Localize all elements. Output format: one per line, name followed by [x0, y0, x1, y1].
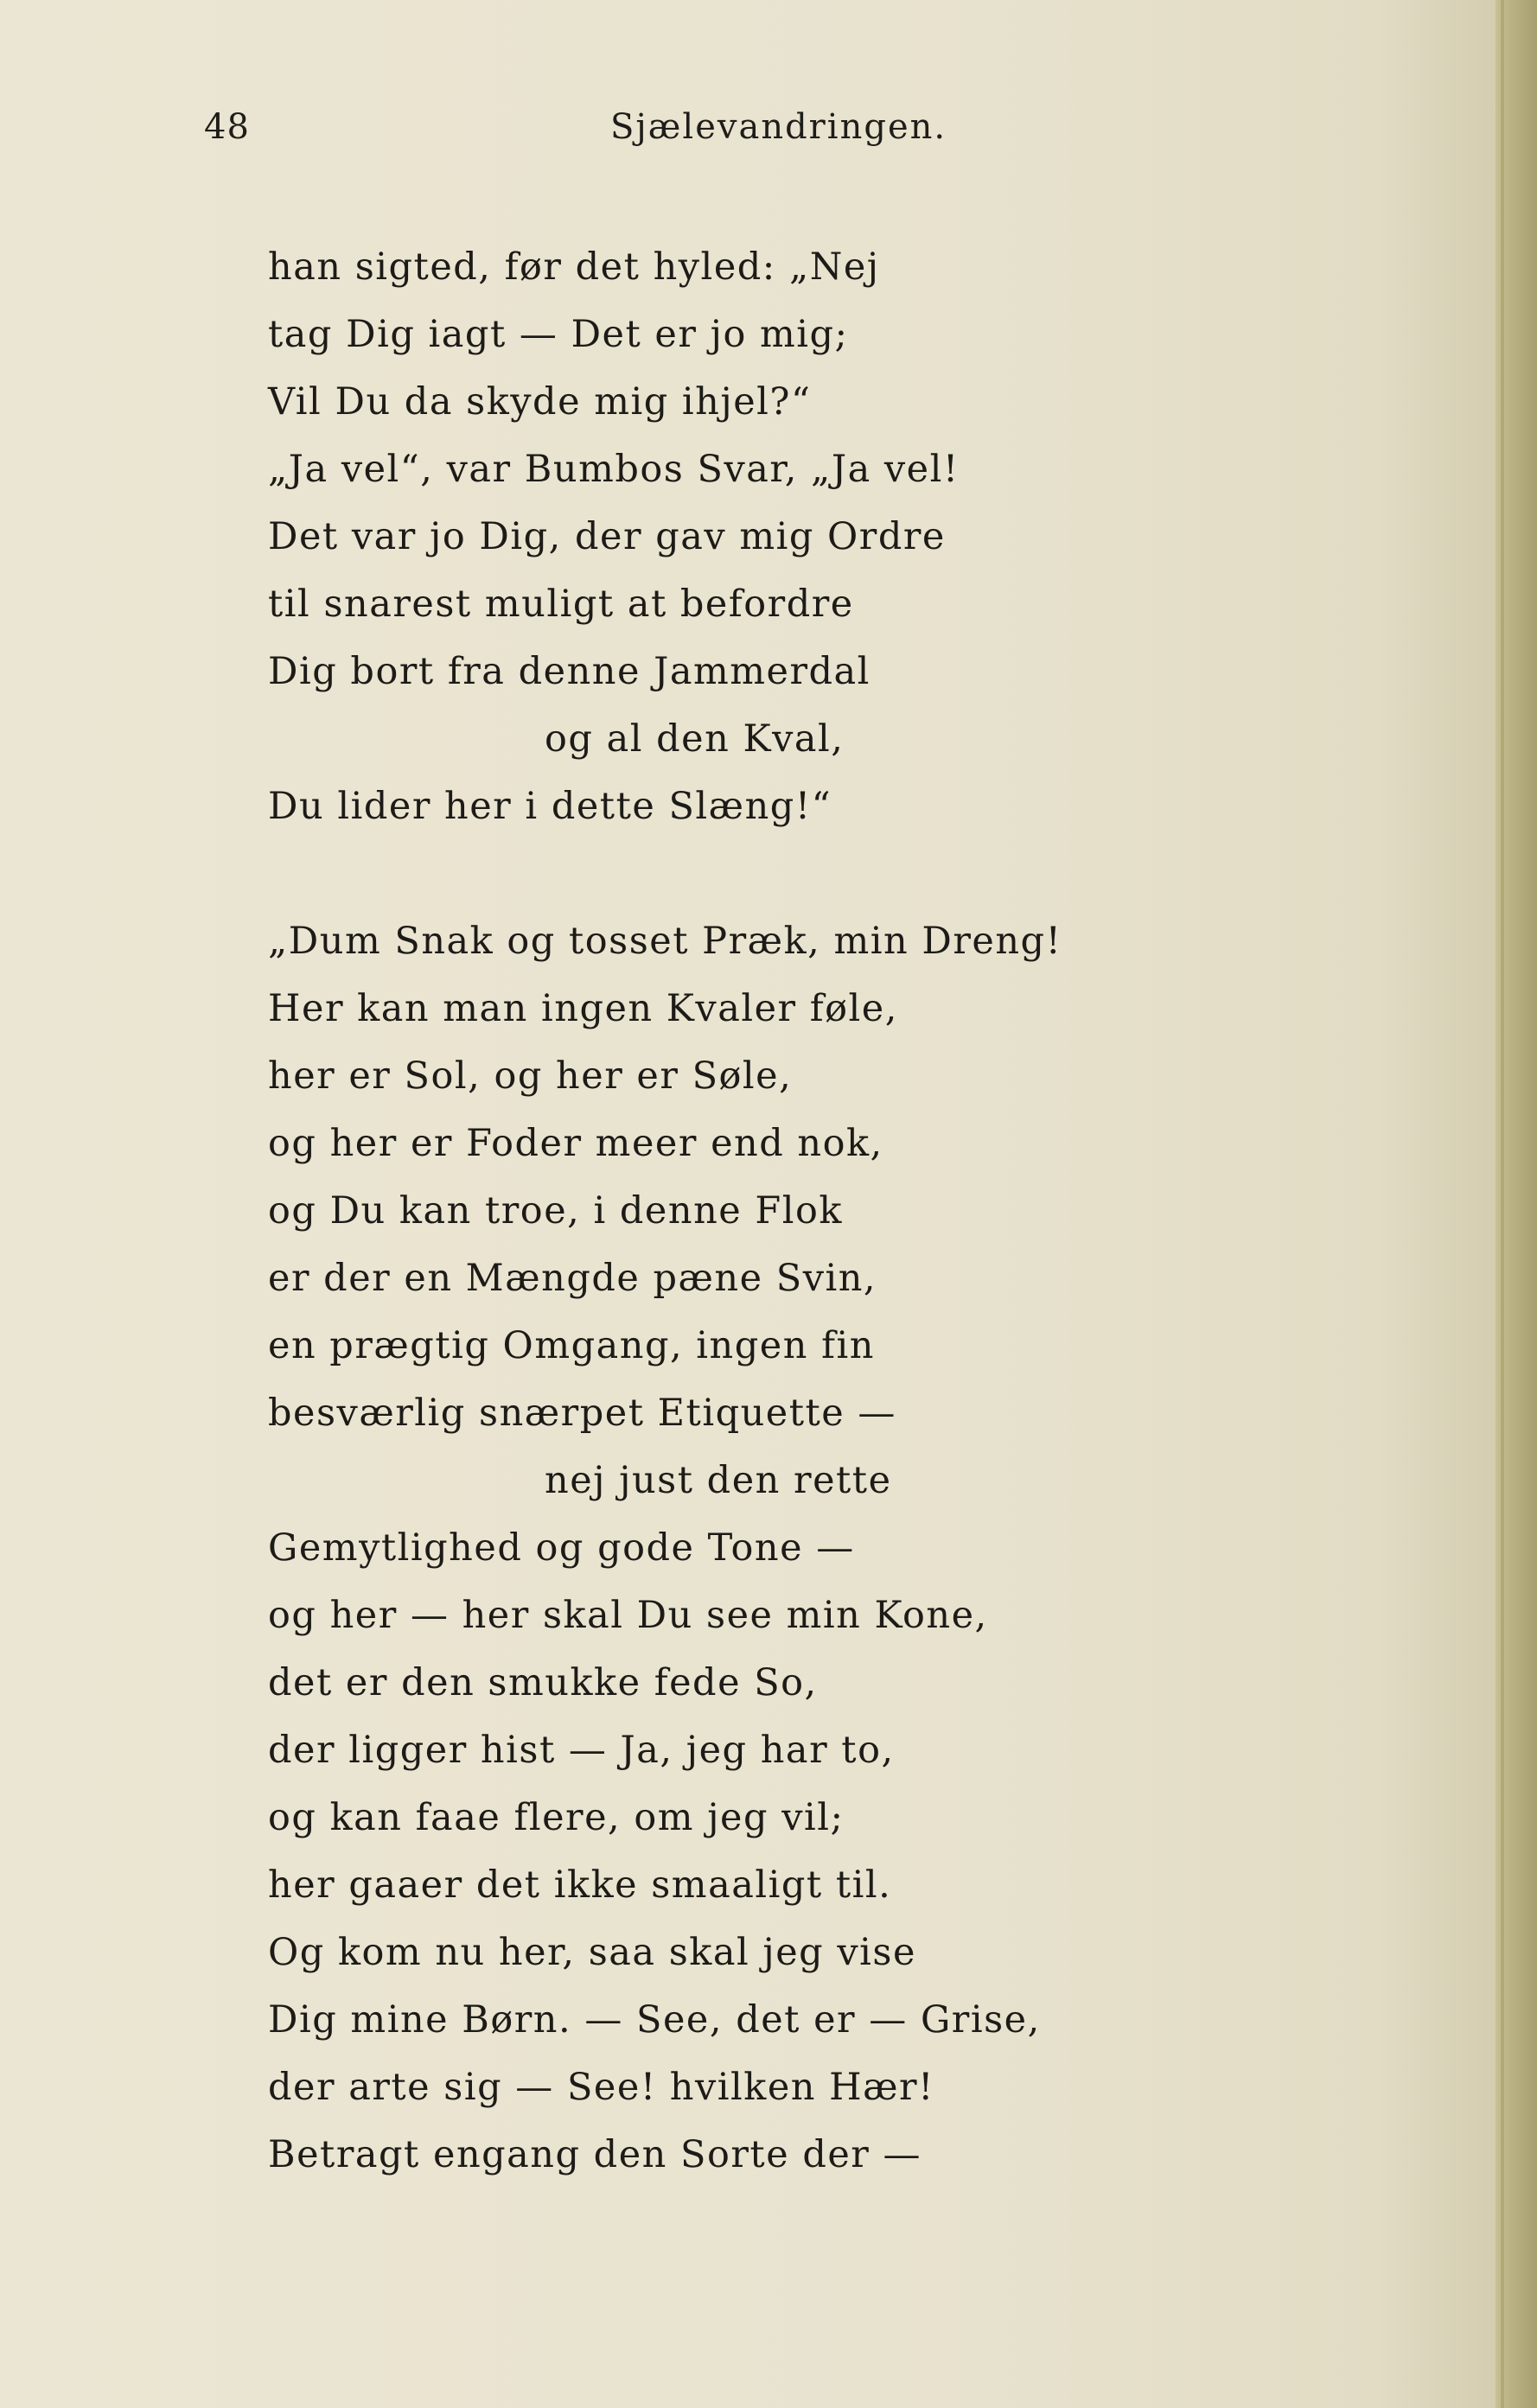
- verse-line: „Dum Snak og tosset Præk, min Dreng!: [268, 920, 1062, 963]
- verse-line: og her er Foder meer end nok,: [268, 1122, 883, 1165]
- verse-line: og Du kan troe, i denne Flok: [268, 1189, 843, 1233]
- verse-line: og kan faae flere, om jeg vil;: [268, 1796, 845, 1839]
- verse-line: her gaaer det ikke smaaligt til.: [268, 1863, 892, 1907]
- verse-line: han sigted, før det hyled: „Nej: [268, 245, 880, 289]
- verse-line: der arte sig — See! hvilken Hær!: [268, 2066, 934, 2109]
- verse-line: Du lider her i dette Slæng!“: [268, 785, 832, 828]
- running-head: [204, 107, 1241, 159]
- verse-line: der ligger hist — Ja, jeg har to,: [268, 1729, 895, 1772]
- page-number: 48: [204, 107, 250, 147]
- running-title: Sjælevandringen.: [610, 107, 947, 147]
- stanza-2: [268, 908, 1062, 2188]
- stanza-1: [268, 233, 960, 840]
- verse-line: og her — her skal Du see min Kone,: [268, 1594, 988, 1637]
- verse-line: Vil Du da skyde mig ihjel?“: [268, 380, 812, 424]
- verse-line: Og kom nu her, saa skal jeg vise: [268, 1931, 916, 1974]
- page-edge: [1496, 0, 1537, 2408]
- verse-line: Dig bort fra denne Jammerdal: [268, 650, 871, 693]
- verse-line: Gemytlighed og gode Tone —: [268, 1526, 855, 1570]
- verse-line: besværlig snærpet Etiquette —: [268, 1392, 896, 1435]
- verse-line: Her kan man ingen Kvaler føle,: [268, 987, 898, 1030]
- verse-line: til snarest muligt at befordre: [268, 583, 854, 626]
- verse-line: nej just den rette: [545, 1459, 892, 1502]
- verse-line: det er den smukke fede So,: [268, 1661, 818, 1704]
- verse-line: Dig mine Børn. — See, det er — Grise,: [268, 1998, 1041, 2042]
- verse-line: og al den Kval,: [545, 717, 845, 761]
- verse-line: Betragt engang den Sorte der —: [268, 2133, 922, 2176]
- verse-line: Det var jo Dig, der gav mig Ordre: [268, 515, 946, 558]
- verse-line: „Ja vel“, var Bumbos Svar, „Ja vel!: [268, 448, 960, 491]
- verse-line: en prægtig Omgang, ingen fin: [268, 1324, 875, 1367]
- verse-line: tag Dig iagt — Det er jo mig;: [268, 313, 849, 356]
- verse-line: er der en Mængde pæne Svin,: [268, 1257, 877, 1300]
- verse-line: her er Sol, og her er Søle,: [268, 1054, 793, 1098]
